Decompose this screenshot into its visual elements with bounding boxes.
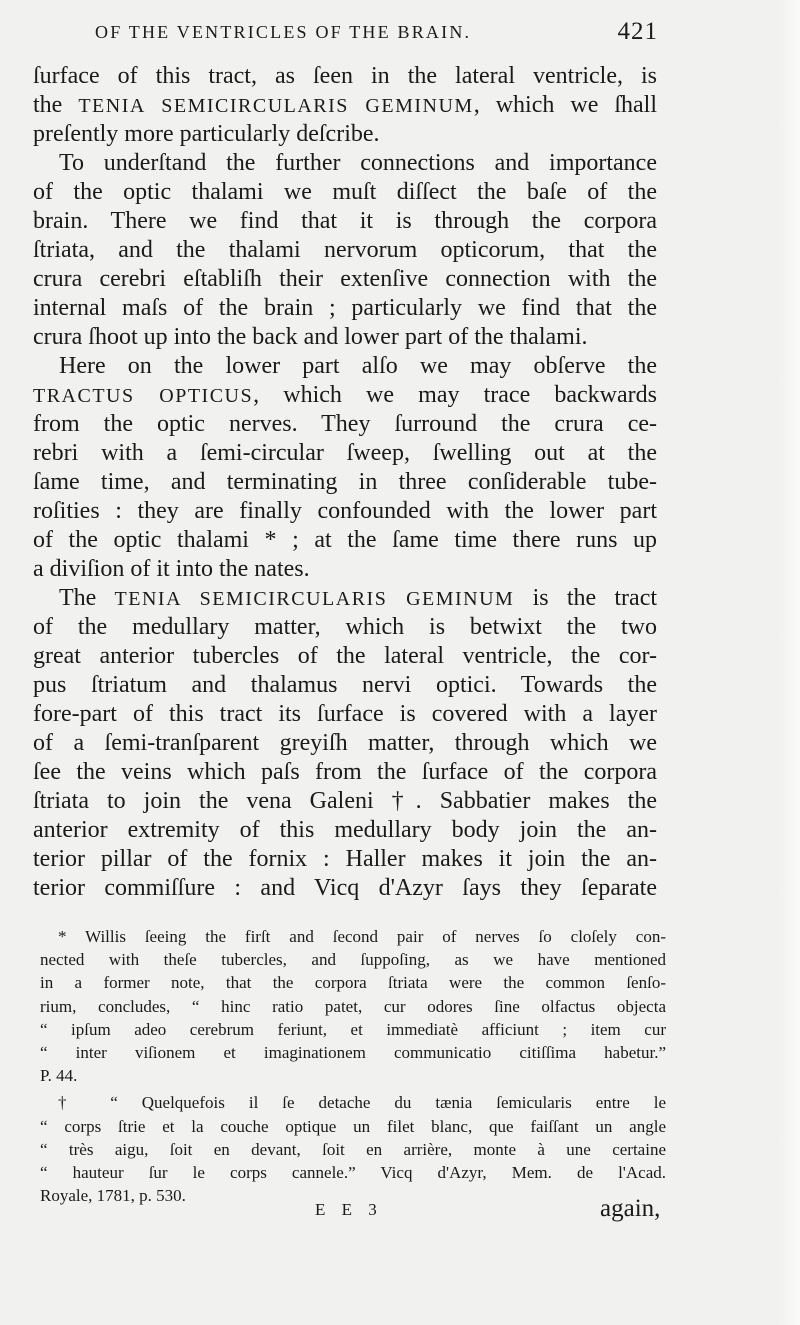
text-line: ſame time, and terminating in three conſiderable tube- bbox=[33, 469, 657, 495]
text-line: brain. There we find that it is through the corpora bbox=[33, 208, 657, 234]
signature-mark: E E 3 bbox=[315, 1200, 383, 1219]
footnote-line: “ très aigu, ſoit en devant, ſoit en arrière, monte à une certaine bbox=[40, 1139, 666, 1159]
text-line: a diviſion of it into the nates. bbox=[33, 556, 310, 582]
text-line: fore-part of this tract its ſurface is covered with a layer bbox=[33, 701, 657, 727]
term-tractus-opticus: TRACTUS OPTICUS bbox=[33, 385, 254, 407]
text-line: pus ſtriatum and thalamus nervi optici. Towards the bbox=[33, 672, 657, 698]
text-fragment: the bbox=[33, 92, 63, 118]
text-line bbox=[33, 584, 657, 613]
text-line: from the optic nerves. They ſurround the crura ce- bbox=[33, 411, 657, 437]
footnote-line: * Willis ſeeing the firſt and ſecond pair of nerves ſo cloſely con- bbox=[58, 927, 666, 946]
body-text bbox=[33, 62, 657, 903]
footnote-line: in a former note, that the corpora ſtriata were the common ſenſo- bbox=[40, 973, 666, 993]
footnote-line: “ inter viſionem et imaginationem communicatio citiſſima habetur.” bbox=[40, 1042, 666, 1062]
text-line: crura cerebri eſtabliſh their extenſive connection with the bbox=[33, 266, 657, 292]
footnote-line: “ corps ſtrie et la couche optique un filet blanc, que faiſſant un angle bbox=[40, 1116, 666, 1136]
term-tenia-semicircularis: TENIA SEMICIRCULARIS GEMINUM bbox=[114, 588, 515, 610]
footnotes bbox=[40, 925, 666, 1207]
text-line: preſently more particularly deſcribe. bbox=[33, 121, 380, 147]
text-line: of the optic thalami * ; at the ſame time there runs up bbox=[33, 527, 657, 553]
text-line: great anterior tubercles of the lateral ventricle, the cor- bbox=[33, 643, 657, 669]
footnote-line: rium, concludes, “ hinc ratio patet, cur odores ſine olfactus objecta bbox=[40, 996, 666, 1016]
text-line: crura ſhoot up into the back and lower part of the thalami. bbox=[33, 324, 588, 350]
text-line: terior pillar of the fornix : Haller makes it join the an- bbox=[33, 846, 657, 872]
text-line bbox=[33, 91, 657, 120]
text-fragment: , which we may trace backwards bbox=[253, 382, 657, 408]
text-fragment: , which we ſhall bbox=[473, 92, 658, 118]
text-line: internal maſs of the brain ; particularly we find that the bbox=[33, 295, 657, 321]
text-line: rebri with a ſemi-circular ſweep, ſwelling out at the bbox=[33, 440, 657, 466]
text-line: of a ſemi-tranſparent greyiſh matter, through which we bbox=[33, 730, 657, 756]
text-line bbox=[33, 381, 657, 410]
text-line: terior commiſſure : and Vicq d'Azyr ſays they ſeparate bbox=[33, 875, 657, 901]
catchword: again, bbox=[600, 1195, 661, 1222]
text-line: of the medullary matter, which is betwixt the two bbox=[33, 614, 657, 640]
running-head: OF THE VENTRICLES OF THE BRAIN. bbox=[95, 22, 472, 42]
term-tenia-semicircularis: TENIA SEMICIRCULARIS GEMINUM bbox=[78, 95, 474, 117]
text-line: ſtriata to join the vena Galeni †. Sabbatier makes the bbox=[33, 788, 657, 814]
footnote-line: P. 44. bbox=[40, 1066, 78, 1086]
text-line: roſities : they are finally confounded with the lower part bbox=[33, 498, 657, 524]
text-line: ſurface of this tract, as ſeen in the lateral ventricle, is bbox=[33, 63, 657, 89]
text-line: of the optic thalami we muſt diſſect the baſe of the bbox=[33, 179, 657, 205]
text-line: anterior extremity of this medullary body join the an- bbox=[33, 817, 657, 843]
text-fragment: is the tract bbox=[532, 585, 658, 611]
text-line: ſee the veins which paſs from the ſurface of the corpora bbox=[33, 759, 657, 785]
text-fragment: The bbox=[59, 585, 97, 611]
page-number: 421 bbox=[617, 18, 658, 45]
footnote-line: “ ipſum adeo cerebrum feriunt, et immediatè afficiunt ; item cur bbox=[40, 1019, 666, 1039]
footnote-line: “ hauteur ſur le corps cannele.” Vicq d'Azyr, Mem. de l'Acad. bbox=[40, 1162, 666, 1182]
text-line: ſtriata, and the thalami nervorum opticorum, that the bbox=[33, 237, 657, 263]
text-line: Here on the lower part alſo we may obſerve the bbox=[59, 353, 657, 379]
text-line: To underſtand the further connections and importance bbox=[59, 150, 657, 176]
footnote-line: Royale, 1781, p. 530. bbox=[40, 1186, 186, 1206]
footnote-line: nected with theſe tubercles, and ſuppoſing, as we have mentioned bbox=[40, 950, 666, 970]
footnote-line: † “ Quelquefois il ſe detache du tænia ſemicularis entre le bbox=[58, 1093, 666, 1113]
